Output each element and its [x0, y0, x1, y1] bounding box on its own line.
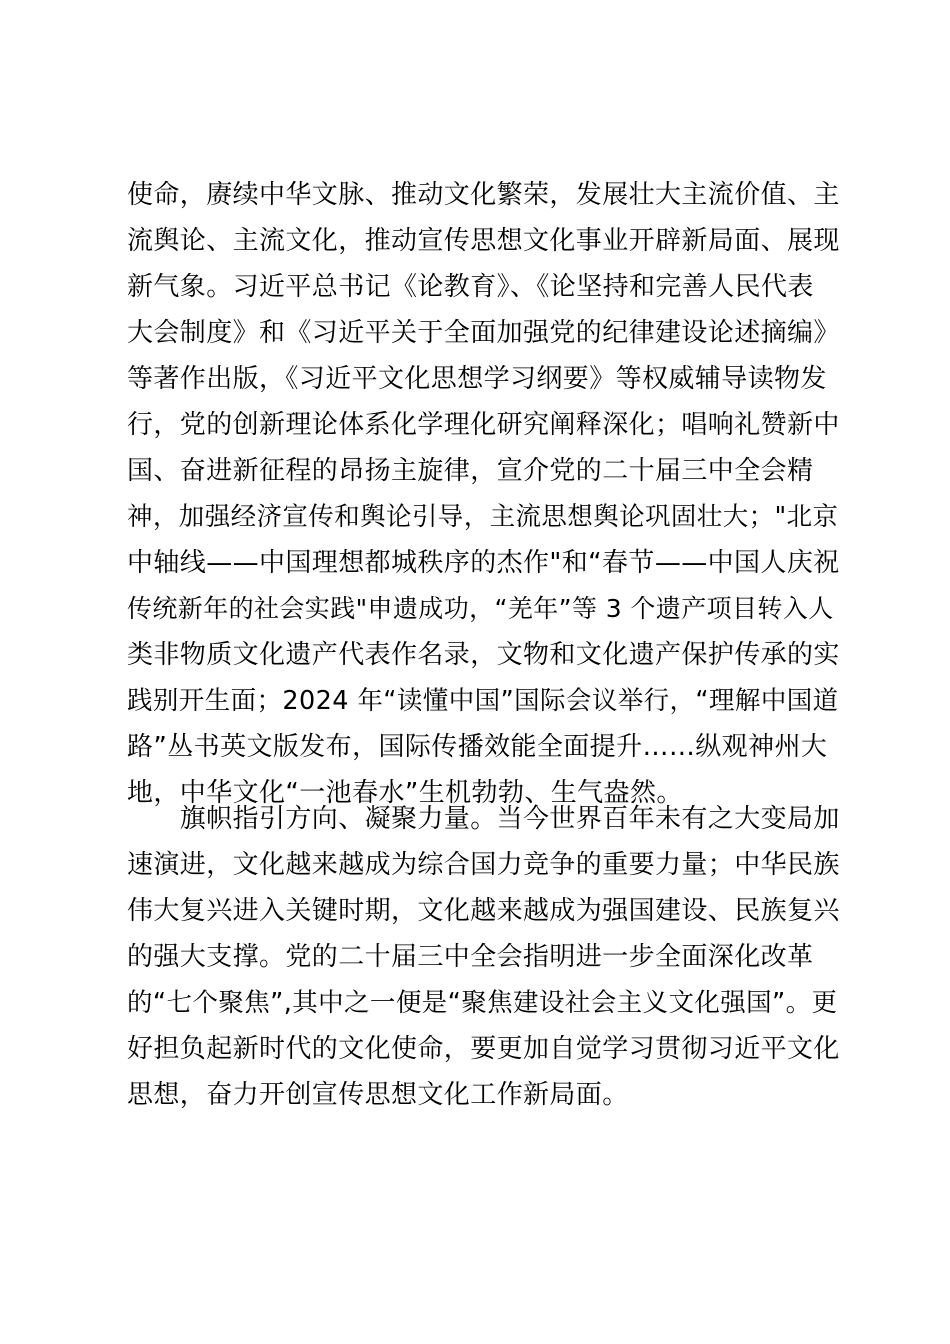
paragraph-2	[127, 796, 847, 1118]
text-line: 好担负起新时代的文化使命，要更加自觉学习贯彻习近平文化	[127, 1034, 840, 1064]
text-line: 等著作出版，《习近平文化思想学习纲要》等权威辅导读物发	[127, 364, 827, 394]
text-line: 伟大复兴进入关键时期，文化越来越成为强国建设、民族复兴	[127, 896, 840, 926]
text-line: 的“七个聚焦”,其中之一便是“聚焦建设社会主义文化强国”。更	[127, 988, 838, 1018]
text-line: 神，加强经济宣传和舆论引导，主流思想舆论巩固壮大；"北京	[127, 502, 839, 532]
text-line: 速演进，文化越来越成为综合国力竞争的重要力量；中华民族	[127, 850, 840, 880]
paragraph-1	[127, 172, 847, 816]
text-line: 类非物质文化遗产代表作名录，文物和文化遗产保护传承的实	[127, 640, 840, 670]
text-line: 新气象。习近平总书记《论教育》、《论坚持和完善人民代表	[127, 272, 814, 302]
text-line: 大会制度》和《习近平关于全面加强党的纪律建设论述摘编》	[127, 318, 840, 348]
text-line: 行，党的创新理论体系化学理化研究阐释深化；唱响礼赞新中	[127, 410, 840, 440]
text-line: 思想，奋力开创宣传思想文化工作新局面。	[127, 1080, 629, 1110]
text-line: 的强大支撑。党的二十届三中全会指明进一步全面深化改革	[127, 942, 814, 972]
text-line: 践别开生面；2024 年“读懂中国”国际会议举行，“理解中国道	[127, 686, 839, 716]
text-line: 地，中华文化“一池春水”生机勃勃、生气盎然。	[127, 778, 683, 808]
text-line: 旗帜指引方向、凝聚力量。当今世界百年未有之大变局加	[127, 804, 840, 834]
text-line: 流舆论、主流文化，推动宣传思想文化事业开辟新局面、展现	[127, 226, 840, 256]
text-line: 路”丛书英文版发布，国际传播效能全面提升……纵观神州大	[127, 732, 828, 762]
text-line: 国、奋进新征程的昂扬主旋律，宣介党的二十届三中全会精	[127, 456, 814, 486]
text-line: 中轴线——中国理想都城秩序的杰作"和“春节——中国人庆祝	[127, 548, 840, 578]
text-line: 传统新年的社会实践"申遗成功，“羌年”等 3 个遗产项目转入人	[127, 594, 834, 623]
text-line: 使命，赓续中华文脉、推动文化繁荣，发展壮大主流价值、主	[127, 180, 840, 210]
